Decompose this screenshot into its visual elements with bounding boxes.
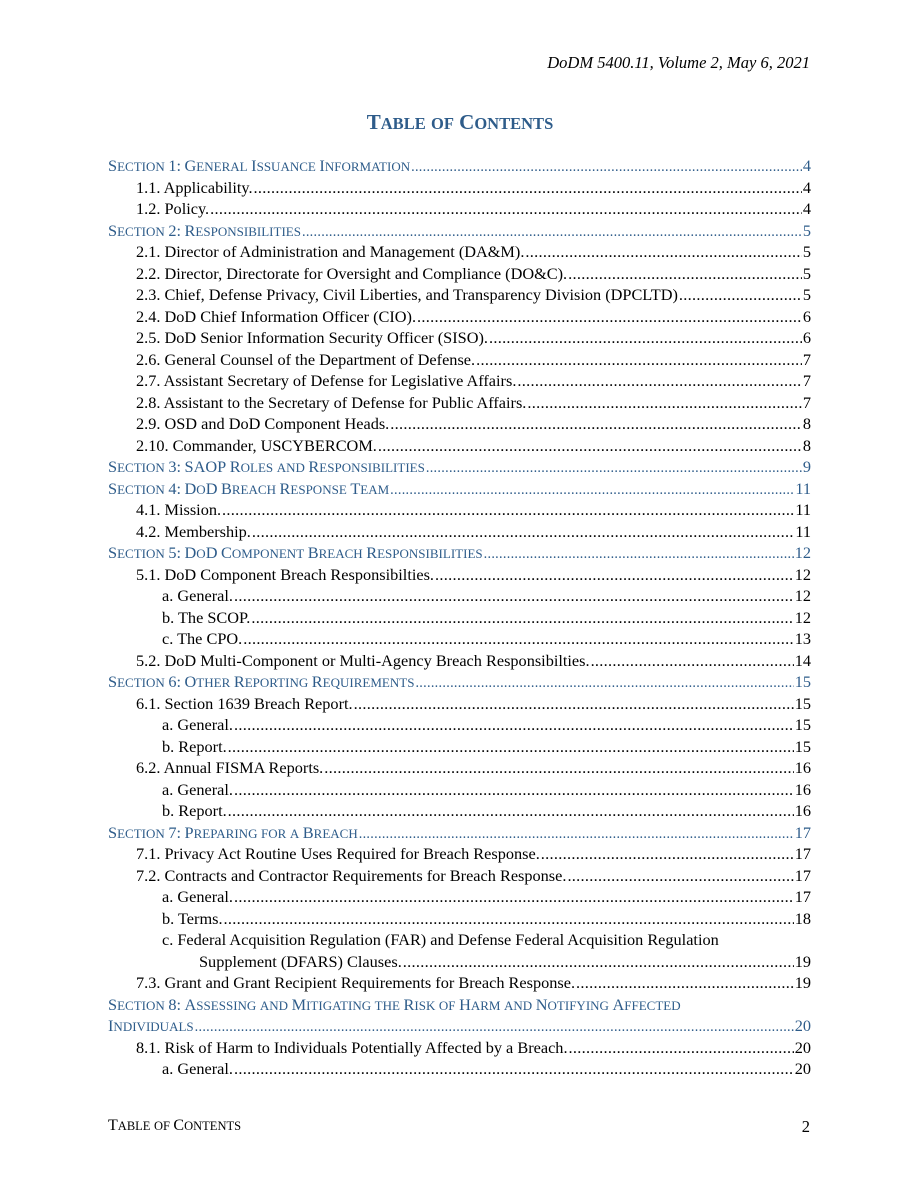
toc-entry-label: a. General. [162, 1059, 233, 1078]
dot-leader [576, 973, 794, 993]
toc-entry[interactable] [108, 844, 811, 866]
toc-entry[interactable] [108, 436, 811, 458]
toc-entry[interactable] [108, 801, 811, 823]
dot-leader [476, 350, 802, 370]
toc-entry-label: 7.3. Grant and Grant Recipient Requirements for Breach Response. [136, 973, 576, 992]
dot-leader [569, 1038, 794, 1058]
toc-entry[interactable] [108, 479, 811, 501]
toc-entry-label: c. Federal Acquisition Regulation (FAR) and Defense Federal Acquisition Regulation [162, 930, 719, 949]
toc-entry[interactable] [108, 350, 811, 372]
dot-leader [324, 758, 793, 778]
toc-entry[interactable] [108, 457, 811, 479]
dot-leader [567, 866, 793, 886]
toc-entry-label-continued: Supplement (DFARS) Clauses. [199, 951, 402, 971]
dot-leader [243, 629, 794, 649]
dot-leader [195, 1019, 794, 1036]
toc-entry[interactable] [108, 909, 811, 931]
dot-leader [525, 242, 801, 262]
dot-leader [417, 307, 802, 327]
toc-entry[interactable] [108, 629, 811, 651]
toc-page-number: 6 [802, 328, 811, 347]
toc-page-number: 4 [802, 199, 811, 218]
toc-entry-label: 1.1. Applicability. [136, 177, 253, 197]
toc-entry[interactable] [108, 199, 811, 221]
toc-entry[interactable] [108, 672, 811, 694]
toc-page-number: 17 [794, 865, 811, 885]
toc-entry-label: b. Report. [162, 736, 227, 756]
toc-entry[interactable] [108, 565, 811, 587]
toc-page-number: 20 [794, 1059, 811, 1078]
toc-entry[interactable] [108, 973, 811, 995]
dot-leader [234, 887, 794, 907]
toc-entry[interactable] [108, 887, 811, 909]
toc-entry-label-continued: INDIVIDUALS [108, 1016, 194, 1035]
toc-entry[interactable] [108, 1059, 811, 1081]
toc-entry-label: 8.1. Risk of Harm to Individuals Potentially Affected by a Breach. [136, 1037, 568, 1057]
dot-leader [210, 199, 802, 219]
dot-leader [435, 565, 794, 585]
toc-entry[interactable] [108, 543, 811, 565]
dot-leader [222, 500, 794, 520]
dot-leader [224, 909, 794, 929]
toc-page-number: 12 [794, 564, 811, 584]
toc-entry-label: 2.10. Commander, USCYBERCOM. [136, 435, 377, 455]
dot-leader [228, 737, 794, 757]
toc-entry[interactable] [108, 694, 811, 716]
toc-entry-label: 6.2. Annual FISMA Reports. [136, 758, 324, 777]
toc-entry[interactable] [108, 651, 811, 673]
toc-entry-label: b. The SCOP. [162, 607, 251, 627]
dot-leader [484, 546, 794, 563]
toc-page-number: 15 [794, 672, 811, 691]
toc-entry-label: SECTION 5: DOD COMPONENT BREACH RESPONSIBILITIES [108, 543, 483, 562]
toc-page-number: 11 [795, 478, 811, 498]
toc-page-number: 17 [794, 887, 811, 906]
document-header: DoDM 5400.11, Volume 2, May 6, 2021 [547, 53, 810, 72]
toc-entry[interactable] [108, 264, 811, 286]
toc-entry-label: 4.2. Membership. [136, 521, 251, 541]
toc-title [0, 110, 920, 135]
dot-leader [591, 651, 794, 671]
toc-entry[interactable] [108, 522, 811, 544]
dot-leader [517, 371, 801, 391]
toc-entry-label: 2.4. DoD Chief Information Officer (CIO). [136, 306, 417, 326]
toc-page-number: 17 [794, 844, 811, 863]
toc-entry-label: SECTION 1: GENERAL ISSUANCE INFORMATION [108, 156, 411, 175]
footer-label: TABLE OF CONTENTS [108, 1117, 242, 1134]
toc-entry[interactable] [108, 715, 811, 737]
toc-entry-label: 2.5. DoD Senior Information Security Officer (SISO). [136, 328, 488, 347]
toc-entry-label: 2.6. General Counsel of the Department of Defense. [136, 349, 476, 369]
toc-page-number: 11 [795, 521, 811, 541]
toc-entry-label: SECTION 4: DOD BREACH RESPONSE TEAM [108, 478, 390, 498]
toc-title-text: TABLE OF CONTENTS [366, 110, 554, 134]
toc-entry[interactable] [108, 393, 811, 415]
dot-leader [354, 694, 794, 714]
toc-page-number: 16 [794, 801, 811, 820]
toc-page-number: 8 [802, 414, 811, 433]
toc-entry-label: 6.1. Section 1639 Breach Report. [136, 693, 353, 713]
toc-entry-label: 2.7. Assistant Secretary of Defense for Legislative Affairs. [136, 371, 517, 390]
toc-entry[interactable] [108, 500, 811, 522]
toc-page-number: 5 [802, 285, 811, 304]
dot-leader [234, 586, 794, 606]
toc-page-number: 8 [802, 435, 811, 455]
dot-leader [254, 178, 802, 198]
toc-page-number: 18 [794, 908, 811, 928]
toc-entry-label: SECTION 7: PREPARING FOR A BREACH [108, 822, 358, 842]
dot-leader [234, 1059, 794, 1079]
toc-entry-label: b. Terms. [162, 908, 223, 928]
toc-entry-label: SECTION 3: SAOP ROLES AND RESPONSIBILITIES [108, 457, 425, 476]
dot-leader [378, 436, 802, 456]
toc-entry-label: a. General. [162, 715, 233, 734]
toc-page-number: 7 [802, 392, 811, 412]
toc-page-number: 4 [802, 177, 811, 197]
toc-page-number: 5 [802, 263, 811, 283]
toc-entry[interactable] [108, 995, 811, 1038]
table-of-contents [108, 156, 811, 1081]
toc-page-number: 12 [794, 586, 811, 605]
toc-entry-label: b. Report. [162, 801, 227, 820]
toc-page-number: 17 [794, 822, 811, 842]
toc-entry[interactable] [108, 156, 811, 178]
toc-page-number: 13 [794, 629, 811, 648]
toc-entry[interactable] [108, 414, 811, 436]
toc-entry[interactable] [108, 737, 811, 759]
toc-entry-label: 1.2. Policy. [136, 199, 210, 218]
toc-page-number: 16 [794, 758, 811, 777]
dot-leader [390, 414, 802, 434]
toc-entry-label: 2.2. Director, Directorate for Oversight and Compliance (DO&C). [136, 263, 568, 283]
toc-page-number: 7 [802, 371, 811, 390]
toc-page-number: 14 [794, 650, 811, 670]
dot-leader [251, 608, 793, 628]
toc-entry-label: a. General. [162, 887, 233, 906]
dot-leader [234, 715, 794, 735]
toc-entry-label: 2.3. Chief, Defense Privacy, Civil Liberties, and Transparency Division (DPCLTD) [136, 285, 678, 304]
toc-page-number: 20 [794, 1037, 811, 1057]
toc-page-number: 20 [794, 1016, 811, 1035]
dot-leader [390, 482, 794, 499]
toc-entry-label: SECTION 6: OTHER REPORTING REQUIREMENTS [108, 672, 415, 691]
toc-page-number: 5 [802, 220, 811, 240]
toc-entry-label: 5.2. DoD Multi-Component or Multi-Agency Breach Responsibilties. [136, 650, 590, 670]
toc-page-number: 9 [802, 457, 811, 476]
dot-leader [679, 285, 802, 305]
toc-entry-label: 2.8. Assistant to the Secretary of Defense for Public Affairs. [136, 392, 527, 412]
dot-leader [568, 264, 802, 284]
toc-entry[interactable] [108, 930, 811, 973]
toc-page-number: 7 [802, 349, 811, 369]
dot-leader [527, 393, 802, 413]
toc-entry[interactable] [108, 285, 811, 307]
dot-leader [252, 522, 794, 542]
dot-leader [415, 675, 793, 692]
toc-entry[interactable] [108, 178, 811, 200]
toc-page-number: 6 [802, 306, 811, 326]
toc-entry[interactable] [108, 1038, 811, 1060]
toc-entry-label: 4.1. Mission. [136, 500, 222, 519]
toc-entry-label: c. The CPO. [162, 629, 243, 648]
toc-entry-label: SECTION 2: RESPONSIBILITIES [108, 220, 301, 240]
toc-entry[interactable] [108, 328, 811, 350]
toc-entry[interactable] [108, 307, 811, 329]
toc-page-number: 12 [794, 607, 811, 627]
toc-page-number: 19 [794, 951, 811, 971]
dot-leader [411, 159, 802, 176]
toc-entry[interactable] [108, 371, 811, 393]
toc-entry-label: 5.1. DoD Component Breach Responsibilties. [136, 564, 435, 584]
dot-leader [234, 780, 794, 800]
toc-entry-label: SECTION 8: ASSESSING AND MITIGATING THE RISK OF HARM AND NOTIFYING AFFECTED [108, 994, 681, 1014]
toc-entry[interactable] [108, 780, 811, 802]
toc-entry-label: 7.2. Contracts and Contractor Requirements for Breach Response. [136, 865, 567, 885]
toc-page-number: 15 [794, 736, 811, 756]
dot-leader [359, 826, 794, 843]
toc-page-number: 16 [794, 779, 811, 799]
toc-page-number: 19 [794, 973, 811, 992]
toc-page-number: 11 [795, 500, 811, 519]
toc-page-number: 15 [794, 715, 811, 734]
toc-page-number: 5 [802, 242, 811, 261]
toc-page-number: 12 [794, 543, 811, 562]
toc-entry[interactable] [108, 823, 811, 845]
toc-entry-label: 2.9. OSD and DoD Component Heads. [136, 414, 390, 433]
page-number: 2 [801, 1117, 810, 1136]
toc-entry-label: a. General. [162, 586, 233, 605]
toc-entry[interactable] [108, 221, 811, 243]
dot-leader [541, 844, 794, 864]
dot-leader [426, 460, 802, 477]
dot-leader [228, 801, 794, 821]
dot-leader [302, 224, 802, 241]
dot-leader [403, 952, 794, 972]
toc-page-number: 4 [802, 156, 811, 175]
toc-entry-label: a. General. [162, 779, 233, 799]
toc-page-number: 15 [794, 693, 811, 713]
dot-leader [489, 328, 802, 348]
toc-entry[interactable] [108, 758, 811, 780]
toc-entry[interactable] [108, 242, 811, 264]
toc-entry-label: 2.1. Director of Administration and Management (DA&M). [136, 242, 525, 261]
toc-entry[interactable] [108, 586, 811, 608]
toc-entry[interactable] [108, 608, 811, 630]
page-footer [108, 1117, 810, 1137]
toc-entry-label: 7.1. Privacy Act Routine Uses Required for Breach Response. [136, 844, 540, 863]
toc-entry[interactable] [108, 866, 811, 888]
